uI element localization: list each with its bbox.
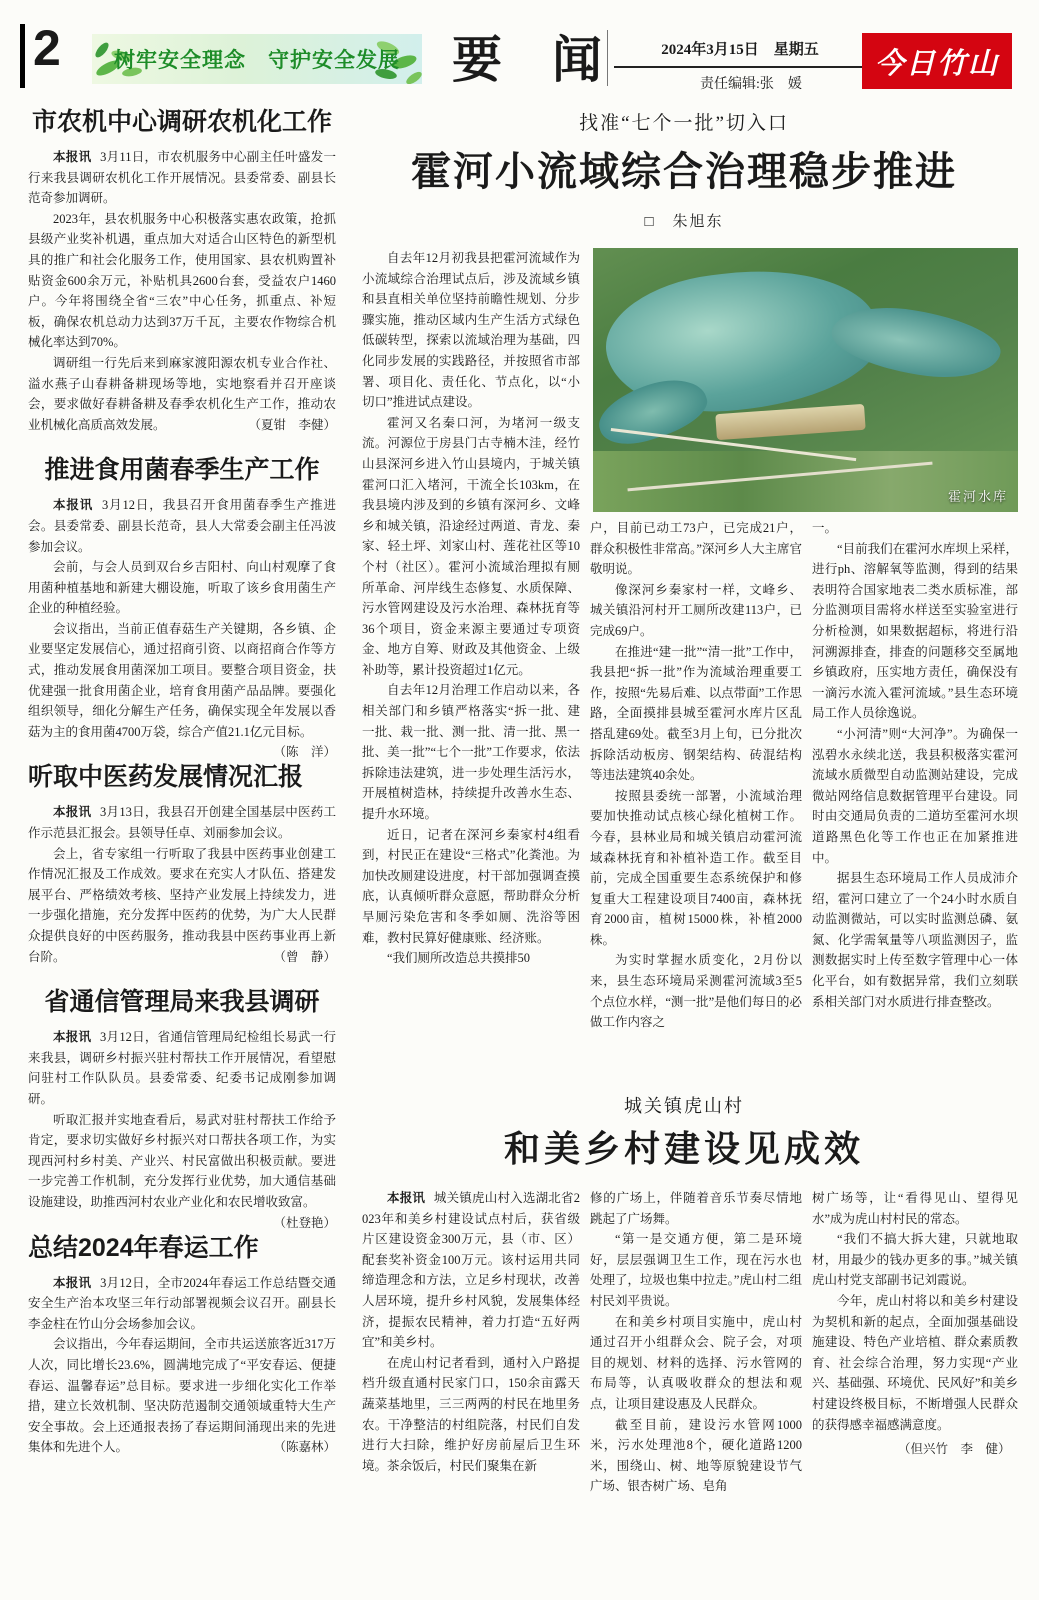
body-text: 近日，记者在深河乡秦家村4组看到，村民正在建设“三格式”化粪池。为加快改厕建设进度，村干部加强调查摸底，认真倾听群众意愿，帮助群众分析旱厕污染危害和冬季如厕、洗浴等困难，教村民算好健康账、经济账。 — [362, 827, 580, 945]
left-column — [28, 102, 336, 1473]
reservoir-aerial-photo — [593, 248, 1018, 512]
kicker: 找准“七个一批”切入口 — [579, 113, 789, 134]
safety-slogan-banner — [92, 34, 422, 84]
body-text: 在虎山村记者看到，通村入户路提档升级直通村民家门口，150余亩露天蔬菜基地里，三三两两的村民在地里务农。干净整洁的村组院落，村民们自发进行大扫除，维护好房前屋后卫生环境。茶余饭后，村民们聚集在新 — [362, 1355, 580, 1473]
body-text: 3月11日，市农机服务中心副主任叶盛发一行来我县调研农机化工作开展情况。县委常委、副县长范奇参加调研。 — [28, 150, 336, 206]
article-telecom-bureau — [28, 982, 336, 1230]
body-text: 今年，虎山村将以和美乡村建设为契机和新的起点，全面加强基础设施建设、特色产业培植、群众素质教育、社会综合治理，努力实现“产业兴、基础强、环境优、民风好”和美乡村建设终极目标，不断增强人民群众的获得感幸福感满意度。 — [812, 1293, 1018, 1432]
body-text: 自去年12月治理工作启动以来，各相关部门和乡镇严格落实“拆一批、建一批、栽一批、测一批、清一批、黑一批、美一批”“七个一批”工作要求，依法拆除违法建筑，进一步处理生活污水，开展植树造林，持续提升改善水生态、提升水环境。 — [362, 683, 580, 822]
body-text: 树广场等，让“看得见山、望得见水”成为虎山村村民的常态。 — [812, 1191, 1018, 1226]
section-title: 要 闻 — [452, 32, 602, 88]
article-headline: 听取中医药发展情况汇报 — [28, 763, 304, 792]
bottom-column-3 — [812, 1188, 1018, 1460]
body-text: 3月12日，全市2024年春运工作总结暨交通安全生产治本攻坚三年行动部署视频会议召开。副县长李金柱在竹山分会场参加会议。 — [28, 1275, 336, 1331]
body-text: 像深河乡秦家村一样，文峰乡、城关镇沿河村开工厕所改建113户，已完成69户。 — [590, 582, 802, 638]
dateline-lead: 本报讯 — [53, 498, 94, 513]
main-article — [350, 108, 1018, 1094]
body-text: 3月13日，我县召开创建全国基层中医药工作示范县汇报会。县领导任卓、刘丽参加会议。 — [28, 805, 336, 841]
safety-slogan: 树牢安全理念 守护安全发展 — [114, 49, 400, 72]
editor-credit: 责任编辑:张 媛 — [700, 77, 802, 92]
body-text: 会前，与会人员到双台乡吉阳村、向山村观摩了食用菌种植基地和新建大棚设施，听取了该乡食用菌生产企业的种植经验。 — [28, 560, 336, 616]
body-text: 户，目前已动工73户，已完成21户，群众积极性非常高。”深河乡人大主席官敬明说。 — [590, 521, 802, 577]
kicker: 城关镇虎山村 — [624, 1096, 744, 1116]
byline: （夏钳 李健） — [248, 417, 336, 432]
article-headline: 市农机中心调研农机化工作 — [31, 108, 332, 136]
body-text: 修的广场上，伴随着音乐节奏尽情地跳起了广场舞。 — [590, 1191, 802, 1226]
body-text: 听取汇报并实地查看后，易武对驻村帮扶工作给予肯定，要求切实做好乡村振兴对口帮扶各项工作，为实现西河村乡村美、产业兴、村民富做出积极贡献。要进一步完善工作机制，充分发挥行业优势，加大通信基础设施建设，助推西河村农业产业化和农民增收致富。 — [28, 1112, 336, 1209]
body-text: 会议指出，当前正值春菇生产关键期，各乡镇、企业要坚定发展信心，通过招商引资、以商招商合作等方式，推动发展食用菌深加工项目。要整合项目资金，扶优建强一批食用菌企业，培育食用菌产品品牌。要强化组织领导，细化分解生产任务，确保实现全年发展以香菇为主的食用菌4700万袋，综合产值21.1亿元目标。 — [28, 621, 336, 739]
article-farm-machinery — [28, 102, 336, 435]
body-text: 截至目前，建设污水管网1000米，污水处理池8个，硬化道路1200米，围绕山、树、地等原貌建设节气广场、银杏树广场、皂角 — [590, 1417, 802, 1494]
body-text: 据县生态环境局工作人员成沛介绍，霍河口建立了一个24小时水质自动监测微站，可以实时监测总磷、氨氮、化学需氧量等八项监测因子，监测数据实时上传至数字管理中心一体化平台，如有数据异常，我们立刻联系相关部门对水质进行排查整改。 — [812, 871, 1018, 1009]
header-divider — [607, 30, 608, 86]
body-text: 按照县委统一部署，小流域治理要加快推动试点核心绿化植树工作。今春，县林业局和城关镇启动霍河流域森林抚育和补植补造工作。截至目前，完成全国重要生态系统保护和修复重大工程建设项目7400亩，森林抚育2000亩，植树15000株，补植2000株。 — [590, 788, 802, 947]
byline: （曾 静） — [273, 949, 336, 964]
body-text: “目前我们在霍河水库坝上采样，进行ph、溶解氧等监测，得到的结果表明符合国家地表二类水质标准，部分监测项目需将水样送至实验室进行分析检测，如果数据超标，将进行沿河溯源排查，排查的问题移交至属地乡镇政府，压实地方责任，确保没有一滴污水流入霍河流域。”县生态环境局工作人员徐逸说。 — [812, 541, 1018, 721]
bottom-headline: 和美乡村建设见成效 — [503, 1128, 864, 1169]
body-text: 调研组一行先后来到麻家渡阳源农机专业合作社、溢水燕子山春耕备耕现场等地，实地察看并召开座谈会，要求做好春耕备耕及春季农机化生产工作，推动农业机械化高质高效发展。 — [28, 355, 336, 432]
body-text: 城关镇虎山村入选湖北省2023年和美乡村建设试点村后，获省级片区建设资金300万元，县（市、区）配套奖补资金100万元。该村运用共同缔造理念和方法，立足乡村现状，改善人居环境，提升乡村风貌，发展集体经济，提振农民精神，着力打造“五好两宜”和美乡村。 — [362, 1191, 580, 1350]
main-column-2 — [590, 518, 802, 1033]
byline: （但兴竹 李 健） — [897, 1442, 1011, 1457]
article-headline: 推进食用菌春季生产工作 — [44, 456, 320, 485]
dateline-lead: 本报讯 — [53, 1030, 92, 1045]
main-column-1 — [362, 248, 580, 969]
article-headline: 总结2024年春运工作 — [28, 1233, 259, 1262]
body-text: 会上，省专家组一行听取了我县中医药事业创建工作情况汇报及工作成效。要求在充实人才队伍、搭建发展平台、严格绩效考核、坚持产业发展上持续发力，进一步强化措施，充分发挥中医药的优势，为广大人民群众提供良好的中医药服务，推动我县中医药事业再上新台阶。 — [28, 846, 336, 964]
photo-caption: 霍河水库 — [947, 489, 1008, 504]
body-text: 为实时掌握水质变化，2月份以来，县生态环境局采测霍河流域3至5个点位水样，“测一批”是他们每日的必做工作内容之 — [590, 953, 802, 1030]
dateline-lead: 本报讯 — [387, 1191, 426, 1205]
main-headline: 霍河小流域综合治理稳步推进 — [411, 150, 957, 194]
body-text: 会议指出，今年春运期间，全市共运送旅客近317万人次，同比增长23.6%，圆满地完成了“平安春运、便捷春运、温馨春运”总目标。要求进一步细化实化工作举措，建立长效机制、坚决防范遏制交通领域重特大生产安全事故。会上还通报表扬了春运期间涌现出来的先进集体和先进个人。 — [28, 1337, 336, 1455]
publication-date: 2024年3月15日 星期五 — [661, 42, 819, 58]
byline: （杜登艳） — [273, 1215, 336, 1230]
header-rule — [614, 66, 862, 68]
article-tcm-report — [28, 757, 336, 967]
body-text: “小河清”则“大河净”。为确保一泓碧水永续北送，我县积极落实霍河流域水质微型自动监测站建设，完成微站网络信息数据管理平台建设。同时由交通局负责的二道坊至霍河水坝道路黑色化等工作也正在加紧推进中。 — [812, 726, 1018, 865]
byline: （陈 洋） — [273, 745, 336, 760]
dateline-lead: 本报讯 — [53, 805, 92, 820]
body-text: 3月12日，省通信管理局纪检组长易武一行来我县，调研乡村振兴驻村帮扶工作开展情况，看望慰问驻村工作队队员。县委常委、纪委书记成刚参加调研。 — [28, 1030, 336, 1106]
dateline-lead: 本报讯 — [53, 1275, 92, 1290]
body-text: 在和美乡村项目实施中，虎山村通过召开小组群众会、院子会，对项目的规划、材料的选择、污水管网的布局等，认真吸收群众的想法和观点，让项目建设惠及人民群众。 — [590, 1314, 802, 1411]
bottom-column-2 — [590, 1188, 802, 1497]
body-text: 3月12日，我县召开食用菌春季生产推进会。县委常委、副县长范奇，县人大常委会副主任冯波参加会议。 — [28, 498, 336, 554]
header-left-rule — [20, 24, 25, 88]
article-edible-fungus — [28, 450, 336, 760]
body-text: “我们厕所改造总共摸排50 — [387, 951, 531, 966]
body-text: 在推进“建一批”“清一批”工作中，我县把“拆一批”作为流域治理重要工作，按照“先易后难、以点带面”工作思路，全面摸排县城至霍河水库片区乱搭乱建69处。截至3月上旬，已分批次拆除活动板房、钢架结构、砖混结构等违法建筑40余处。 — [590, 644, 802, 783]
body-text: 2023年，县农机服务中心积极落实惠农政策，抢抓县级产业奖补机遇，重点加大对适合山区特色的新型机具的推广和社会化服务工作，使用国家、县农机购置补贴资金600余万元，补贴机具2600台套，受益农户1460户。今年将围绕全省“三农”中心任务，抓重点、补短板，确保农机总动力达到37万千瓦，主要农作物综合机械化率达到70%。 — [28, 211, 336, 350]
article-headline: 省通信管理局来我县调研 — [44, 988, 320, 1017]
body-text: 一。 — [812, 521, 838, 535]
bottom-article — [350, 1092, 1018, 1597]
byline: （陈嘉林） — [273, 1440, 336, 1455]
masthead-logo: 今日竹山 — [862, 33, 1012, 89]
article-spring-festival-transport — [28, 1228, 336, 1458]
author-byline: □ 朱旭东 — [644, 214, 724, 230]
dateline-lead: 本报讯 — [53, 150, 92, 164]
page-number: 2 — [33, 20, 61, 76]
bottom-column-1 — [362, 1188, 580, 1476]
main-column-3 — [812, 518, 1018, 1012]
body-text: 霍河又名秦口河，为堵河一级支流。河源位于房县门古寺楠木洼，经竹山县深河乡进入竹山县境内，于城关镇霍河口汇入堵河，干流全长103km，在我县境内涉及到的乡镇有深河乡、文峰乡和城关镇，沿途经过两道、青龙、秦家、轻土坪、刘家山村、莲花社区等10个村（社区）。霍河小流域治理拟有厕所革命、河岸线生态修复、水质保障、污水管网建设及污水治理、森林抚育等36个项目，资金来源主要通过专项资金、地方自筹、财政及其他资金、上级补助等，累计投资超过1亿元。 — [362, 415, 580, 677]
body-text: “第一是交通方便，第二是环境好，层层强调卫生工作，现在污水也处理了，垃圾也集中拉走。”虎山村二组村民刘平贵说。 — [590, 1232, 802, 1308]
body-text: “我们不搞大拆大建，只就地取材，用最少的钱办更多的事。”城关镇虎山村党支部副书记刘霞说。 — [812, 1232, 1018, 1288]
body-text: 自去年12月初我县把霍河流域作为小流域综合治理试点后，涉及流域乡镇和县直相关单位坚持前瞻性规划、分步骤实施，推动区域内生产生活方式绿色低碳转型，探索以流域治理为基础，四化同步发展的实践路径，并按照省市部署、项目化、责任化、节点化，以“小切口”推进试点建设。 — [362, 251, 580, 410]
